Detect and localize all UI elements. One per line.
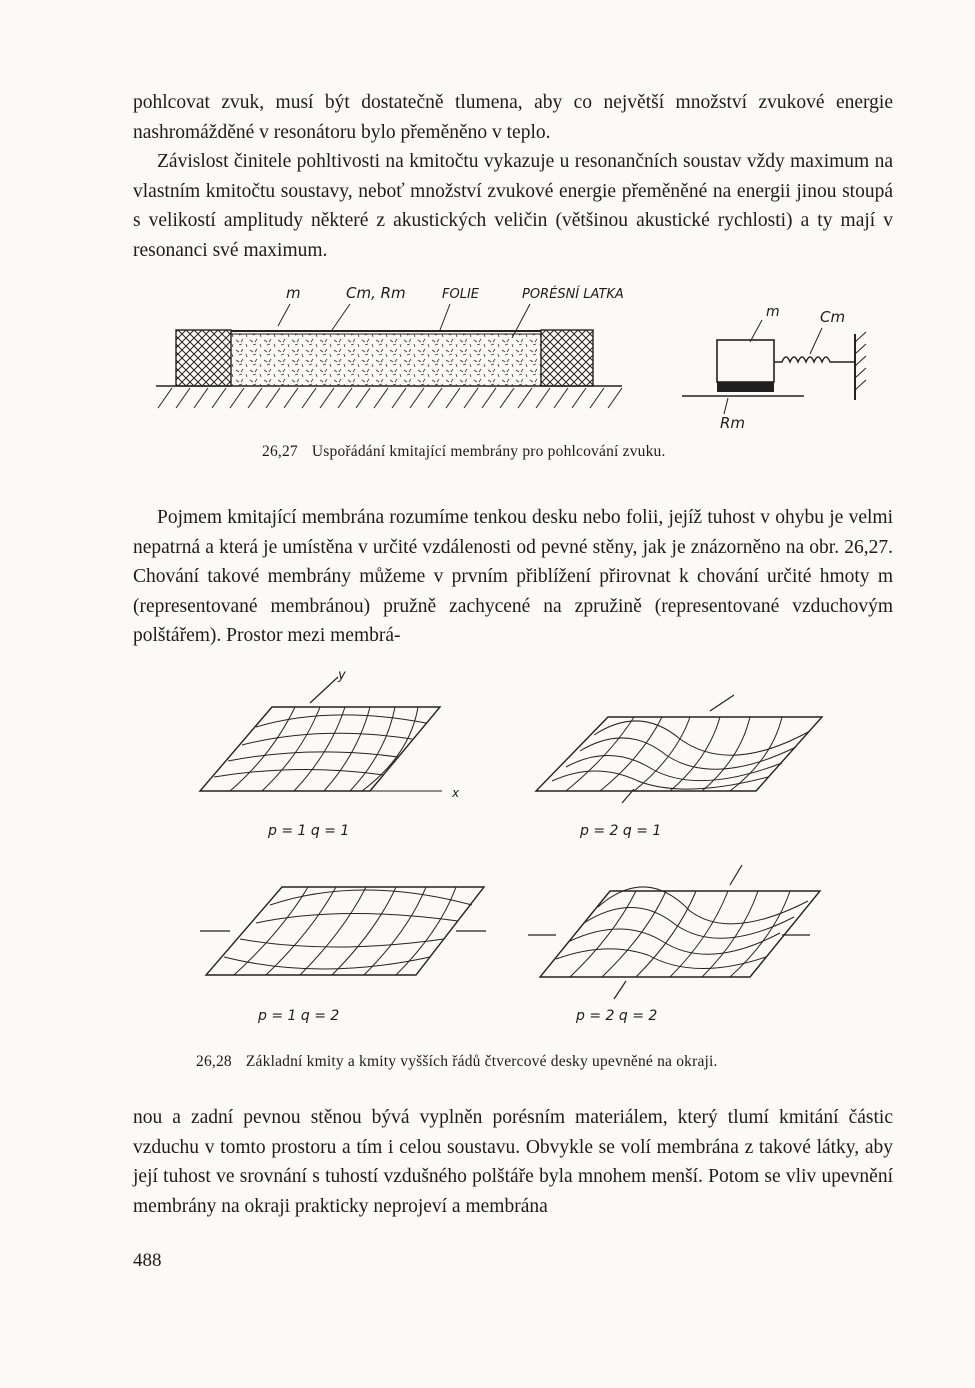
wall-hatching [158,388,622,408]
left-frame-block [176,330,231,386]
figure-26-27 [150,278,890,438]
label-folie: FOLIE [442,287,480,302]
figure-26-28-caption [196,1053,718,1071]
figure-26-28 [190,665,850,1045]
model-label-cm: Cm [820,308,846,326]
caption-text: Uspořádání kmitající membrány pro pohlcování zvuku. [311,443,666,460]
page-number: 488 [133,1250,162,1271]
mode-1-label: p = 1 q = 1 [268,823,350,839]
model-label-m: m [766,304,780,320]
mode-p2-q1 [536,695,822,839]
mode-p1-q2 [200,887,486,1024]
right-frame-block [541,330,593,386]
damper-block [717,382,774,392]
paragraph-4: nou a zadní pevnou stěnou bývá vyplněn porésním materiálem, který tlumí kmitání částic vzduchu v tomto prostoru a tím i celou soustavu. Obvykle se volí membrána z takové látky, aby její tuhost ve srovnání s tuhostí vzdušného polštáře byla mnohem menší. Potom se vliv upevnění membrány na okraji prakticky neprojeví a membrána [133,1107,893,1217]
paragraph-1: pohlcovat zvuk, musí být dostatečně tlumena, aby co největší množství zvukové energie nashromážděné v resonátoru bylo přeměněno v teplo. [133,92,893,143]
mode-2-label: p = 2 q = 1 [580,823,662,839]
leader-lines [278,304,530,338]
mode-p2-q2 [528,865,820,1024]
mass-block [717,340,774,382]
porous-layer [231,334,541,386]
axis-x-label: x [452,786,460,800]
model-label-rm: Rm [720,414,746,432]
spring [774,357,854,362]
paragraph-3: Pojmem kmitající membrána rozumíme tenkou desku nebo folii, jejíž tuhost v ohybu je velmi nepatrná a která je umístěna v určité vzdálenosti od pevné stěny, jak je znázorněno na obr. 26,27. Chování takové membrány můžeme v prvním přiblížení přirovnat k chování určité hmoty m (representované membránou) pružně zachycené na zpružině (representované vzduchovým polštářem). Prostor mezi membrá- [133,507,893,646]
mode-p1-q1 [200,668,460,839]
paragraph-2: Závislost činitele pohltivosti na kmitočtu vykazuje u resonančních soustav vždy maximum na vlastním kmitočtu soustavy, neboť množství zvukové energie přeměněné na energii jinou stoupá s velikostí amplitudy některé z akustických veličin (většinou akustické rychlosti) a ty mají v resonanci své maximum. [133,151,893,261]
caption-text: Základní kmity a kmity vyšších řádů čtvercové desky upevněné na okraji. [245,1053,718,1070]
label-porezni-latka: PORÉSNÍ LATKA [522,287,624,302]
label-m: m [286,284,301,302]
axis-y-label: y [338,668,346,683]
mode-4-label: p = 2 q = 2 [576,1008,658,1024]
figure-26-27-caption [262,443,666,461]
mechanical-model [682,304,866,432]
caption-number: 26,27 [262,443,298,460]
mode-3-label: p = 1 q = 2 [258,1008,340,1024]
absorber-cross-section [156,330,622,408]
label-cm-rm: Cm, Rm [346,284,406,302]
caption-number: 26,28 [196,1053,232,1070]
